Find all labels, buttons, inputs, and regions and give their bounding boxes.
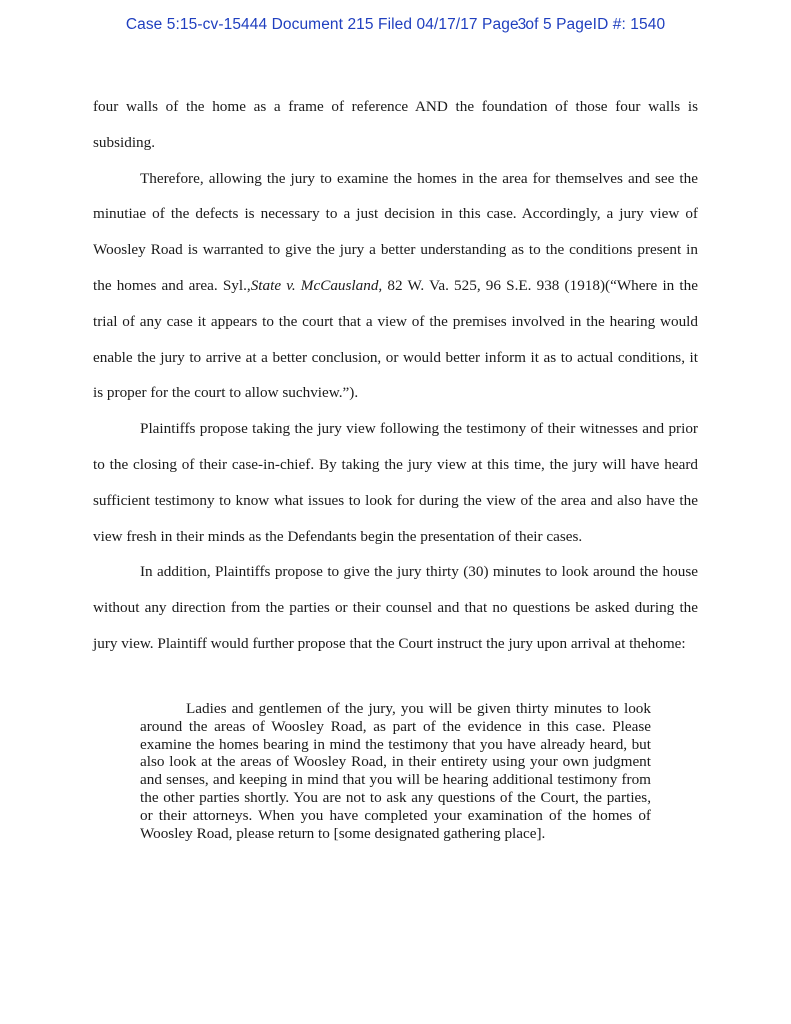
page-number: 3	[517, 16, 527, 33]
paragraph-jury-view-warranted	[93, 161, 698, 412]
jury-instruction-quote	[140, 700, 651, 842]
document-body	[93, 89, 698, 662]
paragraph-continuation: four walls of the home as a frame of reference AND the foundation of those four walls is subsiding.	[93, 98, 698, 151]
case-header-prefix: Case 5:15-cv-15444 Document 215 Filed 04/17/17 Page	[125, 16, 519, 33]
paragraph-instruction-proposal: In addition, Plaintiffs propose to give the jury thirty (30) minutes to look around the house without any direction from the parties or their counsel and that no questions be asked during the jury view. Plaintiff would further propose that the Court instruct the jury upon arrival at thehome:	[93, 563, 698, 652]
case-citation-name: State v. McCausland	[250, 276, 379, 294]
paragraph-text: Therefore, allowing the jury to examine the homes in the area for themselves and see the minutiae of the defects is necessary to a just decision in this case. Accordingly, a jury view of Woosley Road is warranted to give the jury a better understanding as to the conditions present in the homes and area. Syl.,	[93, 169, 698, 294]
paragraph-timing-proposal: Plaintiffs propose taking the jury view following the testimony of their witnesses and prior to the closing of their case-in-chief. By taking the jury view at this time, the jury will have heard sufficient testimony to know what issues to look for during the view of the area and also have the view fresh in their minds as the Defendants begin the presentation of their cases.	[93, 420, 698, 545]
jury-instruction-text: Ladies and gentlemen of the jury, you will be given thirty minutes to look around the areas of Woosley Road, as part of the evidence in this case. Please examine the homes bearing in mind the testimony that you have already heard, but also look at the areas of Woosley Road, in their entirety using your own judgment and senses, and keeping in mind that you will be hearing additional testimony from the other parties shortly. You are not to ask any questions of the Court, the parties, or their attorneys. When you have completed your examination of the homes of Woosley Road, please return to [some designated gathering place].	[140, 700, 651, 842]
paragraph-text: , 82 W. Va. 525, 96 S.E. 938 (1918)(“Where in the trial of any case it appears to the court that a view of the premises involved in the hearing would enable the jury to arrive at a better conclusion, or would better inform it as to actual conditions, it is proper for the court to allow suchview.”).	[93, 276, 698, 402]
case-header	[0, 16, 791, 34]
case-header-suffix: of 5 PageID #: 1540	[525, 16, 666, 33]
